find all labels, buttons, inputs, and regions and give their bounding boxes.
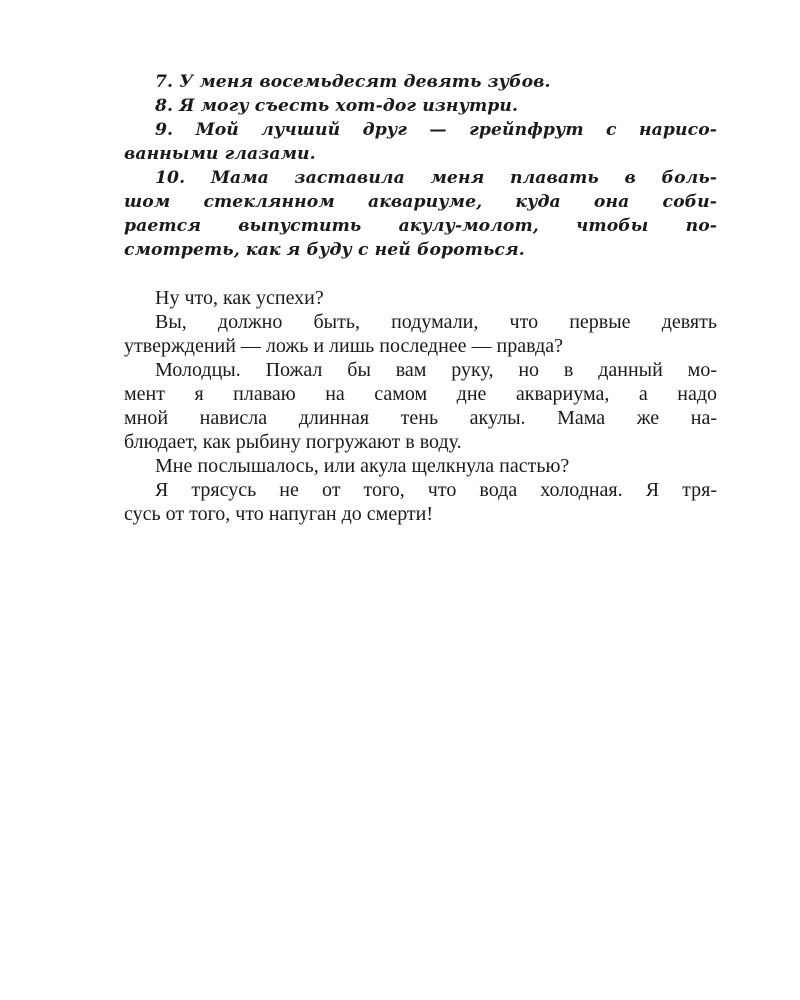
paragraph-2 [124,310,717,358]
list-line: 9. Мой лучший друг — грейпфрут с нарисо- [155,120,717,140]
text-line: блюдает, как рыбину погружают в воду. [124,431,462,453]
text-line: Вы, должно быть, подумали, что первые девять [155,311,717,333]
text-line: Молодцы. Пожал бы вам руку, но в данный мо- [155,359,717,381]
list-line: смотреть, как я буду с ней бороться. [124,240,525,260]
text-line: Я трясусь не от того, что вода холодная. Я тря- [155,479,717,501]
list-line: 8. Я могу съесть хот-дог изнутри. [155,96,519,116]
list-item-9 [124,118,717,166]
text-line: Ну что, как успехи? [155,287,324,309]
list-line: 10. Мама заставила меня плавать в боль- [155,168,717,188]
text-line: Мне послышалось, или акула щелкнула пастью? [155,455,570,477]
list-item-8 [124,94,717,118]
text-line: сусь от того, что напуган до смерти! [124,503,434,525]
list-line: шом стеклянном аквариуме, куда она соби- [124,192,717,212]
paragraph-5 [124,478,717,526]
blank-line [124,262,717,286]
text-line: мент я плаваю на самом дне аквариума, а надо [124,383,717,405]
paragraph-4 [124,454,717,478]
paragraph-3 [124,358,717,454]
list-item-10 [124,166,717,262]
list-line: ванными глазами. [124,144,316,164]
paragraph-1 [124,286,717,310]
page-text [124,70,717,526]
text-line: мной нависла длинная тень акулы. Мама же на- [124,407,717,429]
text-line: утверждений — ложь и лишь последнее — правда? [124,335,564,357]
list-item-7 [124,70,717,94]
list-line: рается выпустить акулу-молот, чтобы по- [124,216,717,236]
list-line: 7. У меня восемьдесят девять зубов. [155,72,551,92]
